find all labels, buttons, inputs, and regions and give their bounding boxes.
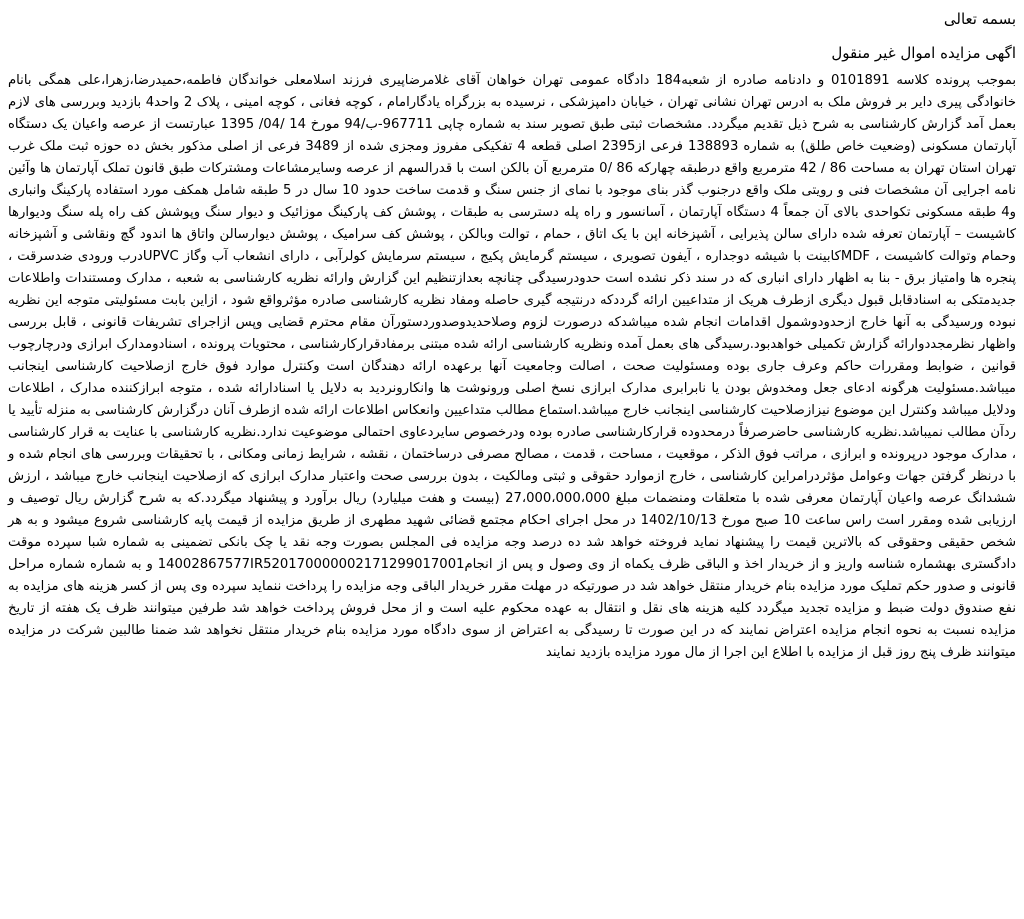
invocation-heading: بسمه تعالی [943,10,1016,28]
notice-body: بموجب پرونده کلاسه 0101891 و دادنامه صادره از شعبه184 دادگاه عمومی تهران خواهان آقای غلامرضاپیری فرزند اسلامعلی خواندگان فاطمه،حمیدرضا،زهرا،علی همگی بانام خانوادگی پیری دایر بر فروش ملک به ادرس تهران نشانی تهران ، خیابان دامپزشکی ، نرسیده به بزرگراه یادگارامام ، کوچه فغانی ، کوچه امینی ، پلاک 2 واحد4 بازدید وبررسی های لازم بعمل آمد گزارش کارشناسی به شرح ذیل تقدیم میگردد. مشخصات ثبتی طبق تصویر سند به شماره چاپی 967711-ب/94 مورخ 14 /04/ 1395 عبارتست از عرصه واعیان یک دستگاه آپارتمان مسکونی (وضعیت خاص طلق) به شماره 138893 فرعی از2395 اصلی قطعه 4 تفکیکی مفروز ومجزی شده از 3489 فرعی از اصلی مذکور بخش ده حوزه ثبت ملک غرب تهران استان تهران به مساحت 86 / 42 مترمربع واقع درطبقه چهارکه 86 /0 مترمربع آن بالکن است با قدرالسهم از عرصه وسایرمشاعات ومشترکات طبق قانون تملک آپارتمان ها وآئین نامه اجرایی آن مشخصات فنی و رویتی ملک واقع درجنوب گذر بنای موجود با نمای از جنس سنگ و قدمت ساخت حدود 10 سال در 5 طبقه شامل همکف مورد استفاده پارکینگ وانباری و4 طبقه مسکونی تکواحدی بالای آن جمعاً 4 دستگاه آپارتمان ، آسانسور و راه پله دسترسی به طبقات ، پوشش کف پارکینگ موزائیک و دیوار سنگ وپوشش کف راه پله سنگ ودیوارها کاشیست – آپارتمان تعرفه شده دارای سالن پذیرایی ، آشپزخانه اپن با یک اتاق ، حمام ، توالت وبالکن ، پوشش کف سرامیک ، پوشش دیوارسالن واتاق ها اندود گچ ونقاشی و آشپزخانه وحمام وتوالت کاشیست ، MDFکابینت با شیشه دوجداره ، آیفون تصویری ، سیستم گرمایش پکیج ، سیستم سرمایش کولرآبی ، دارای انشعاب آب وگاز UPVCدرب ورودی ضدسرقت ، پنجره ها وامتیاز برق - بنا به اظهار دارای انباری که در سند ذکر نشده است حدودرسیدگی چنانچه بعدازتنظیم این گزارش وارائه نظریه کارشناسی به شعبه ، مدارک ومستندات واطلاعات جدیدمتکی به اسنادقابل قبول دیگری ازطرف هریک از متداعیین ارائه گرددکه درنتیجه گیری حاصله ومفاد نظریه کارشناسی صادره مؤثرواقع شود ، ازاین بابت مسئولیتی متوجه این نظریه نبوده ورسیدگی به آنها خارج ازحدودوشمول اقدامات انجام شده میباشدکه درصورت لزوم وصلاحدیدوصدوردستورآن مقام محترم قضایی وپس ازاجرای تشریفات قانونی ، قابل بررسی واظهار نظرمجددوارائه گزارش تکمیلی خواهدبود.رسیدگی های بعمل آمده ونظریه کارشناسی ارائه شده مبتنی برمفادقرارکارشناسی ، محتویات پرونده ، اسنادومدارک ابرازی ودرچارچوب قوانین ، ضوابط ومقررات حاکم وعرف جاری بوده ومسئولیت صحت ، اصالت وجامعیت آنها برعهده ارائه دهندگان است وکنترل موارد فوق خارج ازصلاحیت کارشناسی اینجانب میباشد.مسئولیت هرگونه ادعای جعل ومخدوش بودن یا نابرابری مدارک ابرازی نسخ اصلی ورونوشت ها وانکارونردید به دلایل یا اسنادارائه شده ، متوجه ابرازکننده مدارک ، اطلاعات ودلایل میباشد وکنترل این موضوع نیزازصلاحیت کارشناسی اینجانب خارج میباشد.استماع مطالب متداعیین وانعکاس اطلاعات ارائه شده ازطرف آنان درگزارش کارشناسی به منزله تأیید یا ردآن مطالب نمیباشد.نظریه کارشناسی حاضرصرفاً درمحدوده قرارکارشناسی صادره بوده ودرخصوص سایردعاوی احتمالی موضوعیت ندارد.نظریه کارشناسی با عنایت به قرار کارشناسی ، مدارک موجود درپرونده و ابرازی ، مراتب فوق الذکر ، موقعیت ، مساحت ، قدمت ، مصالح مصرفی درساختمان ، نقشه ، شرایط زمانی ومکانی ، با تحقیقات وبررسی های انجام شده و با درنظر گرفتن جهات وعوامل مؤثردرامراین کارشناسی ، خارج ازموارد حقوقی و ثبتی ومالکیت ، بدون بررسی صحت واعتبار مدارک ابرازی که ازصلاحیت اینجانب خارج میباشد ، ارزش ششدانگ عرصه واعیان آپارتمان معرفی شده با متعلقات ومنضمات مبلغ 27،000،000،000 (بیست و هفت میلیارد) ریال برآورد و پیشنهاد میگردد.که به شرح گزارش ریال توصیف و ارزیابی شده ومقرر است راس ساعت 10 صبح مورخ 1402/10/13 در محل اجرای احکام مجتمع قضائی شهید مطهری از طریق مزایده از قیمت پایه کارشناسی شروع میشود و به هر شخص حقیقی وحقوقی که بالاترین قیمت را پیشنهاد نماید فروخته خواهد شد ده درصد وجه مزایده فی المجلس بصورت وجه نقد یا چک بانکی تضمینی به شماره شبا سپرده موقت دادگستری بهشماره شناسه واریز و از خریدار اخذ و الباقی ظرف یکماه از وی وصول و پس از انجام14002867577IR520170000002171299017001 و به شماره شماره مراحل قانونی و صدور حکم تملیک مورد مزایده بنام خریدار منتقل خواهد شد در صورتیکه در مهلت مقرر خریدار الباقی وجه مزایده را پرداخت ننماید سپرده وی پس از کسر هزینه های مزایده به نفع صندوق دولت ضبط و مزایده تجدید میگردد کلیه هزینه های نقل و انتقال به عهده محکوم علیه است و از محل فروش پرداخت خواهد شد طرفین میتوانند ظرف یک هفته از تاریخ مزایده نسبت به نحوه انجام مزایده اعتراض نمایند که در این صورت تا رسیدگی به اعتراض از سوی دادگاه مورد مزایده بنام خریدار منتقل نخواهد شد ضمنا طالبین شرکت در مزایده میتوانند ظرف پنج روز قبل از مزایده با اطلاع این اجرا از مال مورد مزایده بازدید نمایند [8,73,1017,660]
notice-title: اگهی مزایده اموال غیر منقول [831,44,1016,62]
